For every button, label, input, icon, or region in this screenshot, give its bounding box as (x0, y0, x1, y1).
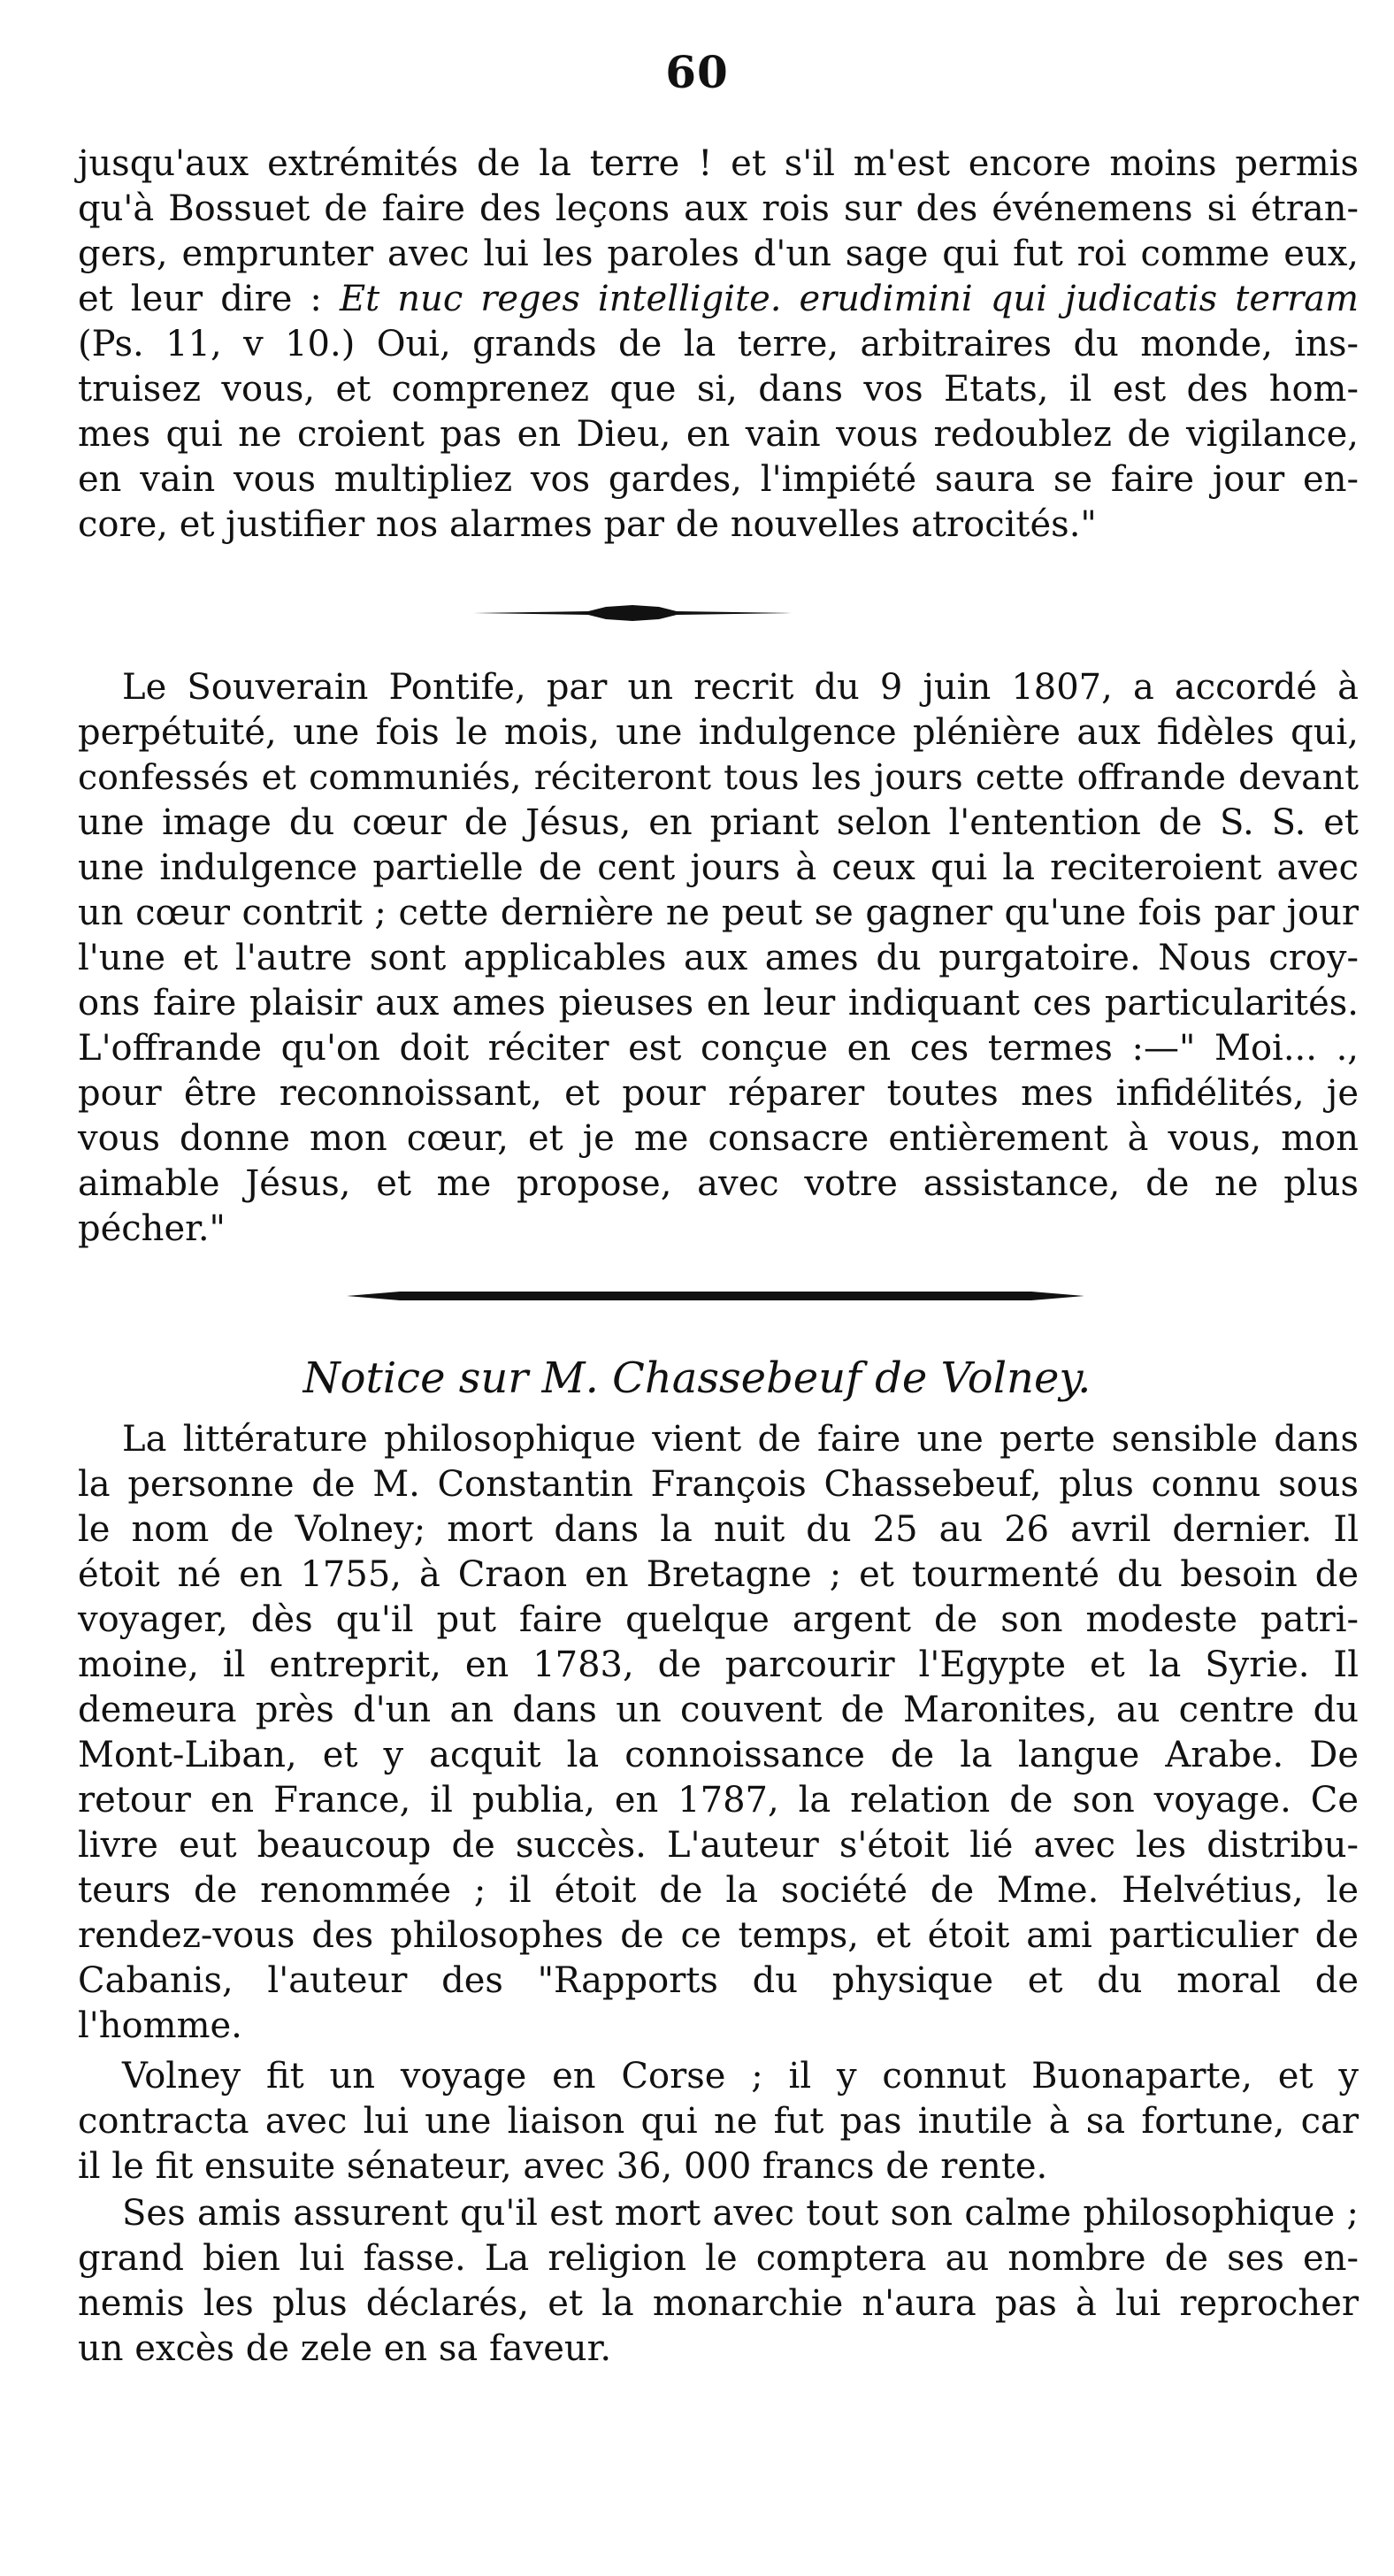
text-line: Le Souverain Pontife, par un recrit du 9 juin 1807, a accordé à (122, 667, 1359, 708)
thick-rule-divider (347, 1286, 1084, 1306)
text-line: un excès de zele en sa faveur. (78, 2328, 612, 2369)
text-line: perpétuité, une fois le mois, une indulgence plénière aux fidèles qui, (78, 712, 1359, 753)
paragraph-death (78, 2191, 1359, 2372)
paragraph-quote-conclusion (78, 142, 1359, 548)
text-line: livre eut beaucoup de succès. L'auteur s'étoit lié avec les distribu- (78, 1825, 1359, 1866)
text-line: (Ps. 11, v 10.) Oui, grands de la terre, arbitraires du monde, ins- (78, 324, 1359, 364)
text-line: confessés et communiés, réciteront tous les jours cette offrande devant (78, 757, 1359, 798)
text-line: qu'à Bossuet de faire des leçons aux rois sur des événemens si étran- (78, 188, 1359, 229)
text-line: pour être reconnoissant, et pour réparer toutes mes infidélités, je (78, 1073, 1359, 1114)
latin-quotation: Et nuc reges intelligite. erudimini qui judicatis terram (339, 279, 1360, 319)
paragraph-corsica (78, 2054, 1359, 2189)
text-line: une image du cœur de Jésus, en priant selon l'entention de S. S. et (78, 802, 1359, 843)
paragraph-indulgence (78, 665, 1359, 1252)
text-line: pécher." (78, 1208, 226, 1249)
text-line: Volney fit un voyage en Corse ; il y connut Buonaparte, et y (122, 2056, 1359, 2097)
text-line: grand bien lui fasse. La religion le comptera au nombre de ses en- (78, 2238, 1359, 2279)
text-line: l'homme. (78, 2005, 242, 2046)
text-line: Ses amis assurent qu'il est mort avec tout son calme philosophique ; (122, 2193, 1359, 2234)
text-line: le nom de Volney; mort dans la nuit du 25 au 26 avril dernier. Il (78, 1509, 1359, 1550)
text-line: Cabanis, l'auteur des "Rapports du physique et du moral de (78, 1960, 1359, 2001)
text-line: en vain vous multipliez vos gardes, l'impiété saura se faire jour en- (78, 459, 1359, 500)
text-line: une indulgence partielle de cent jours à ceux qui la reciteroient avec (78, 847, 1359, 888)
text-line: voyager, dès qu'il put faire quelque argent de son modeste patri- (78, 1599, 1359, 1640)
text-line: Mont-Liban, et y acquit la connoissance de la langue Arabe. De (78, 1735, 1359, 1775)
text-line: vous donne mon cœur, et je me consacre entièrement à vous, mon (78, 1118, 1359, 1159)
text-line: rendez-vous des philosophes de ce temps, et étoit ami particulier de (78, 1915, 1359, 1956)
ornamental-divider (473, 603, 792, 623)
text-line: nemis les plus déclarés, et la monarchie n'aura pas à lui reprocher (78, 2283, 1359, 2324)
text-line (78, 277, 1359, 322)
text-line: truisez vous, et comprenez que si, dans vos Etats, il est des hom- (78, 369, 1359, 410)
text-line: L'offrande qu'on doit réciter est conçue en ces termes :—" Moi... ., (78, 1028, 1359, 1069)
text-line: un cœur contrit ; cette dernière ne peut se gagner qu'une fois par jour (78, 893, 1359, 933)
text-line: La littérature philosophique vient de faire une perte sensible dans (122, 1419, 1359, 1460)
text-line: il le fit ensuite sénateur, avec 36, 000 francs de rente. (78, 2146, 1048, 2187)
text-line: gers, emprunter avec lui les paroles d'un sage qui fut roi comme eux, (78, 234, 1359, 274)
text-line: aimable Jésus, et me propose, avec votre assistance, de ne plus (78, 1163, 1359, 1204)
text-line: demeura près d'un an dans un couvent de Maronites, au centre du (78, 1690, 1359, 1730)
text-line: retour en France, il publia, en 1787, la relation de son voyage. Ce (78, 1780, 1359, 1821)
text-line: l'une et l'autre sont applicables aux ames du purgatoire. Nous croy- (78, 938, 1359, 978)
text-run: et leur dire : (78, 279, 340, 319)
text-line: ons faire plaisir aux ames pieuses en leur indiquant ces particularités. (78, 983, 1359, 1024)
section-heading: Notice sur M. Chassebeuf de Volney. (303, 1353, 1091, 1403)
text-line: mes qui ne croient pas en Dieu, en vain vous redoublez de vigilance, (78, 414, 1359, 455)
text-line: étoit né en 1755, à Craon en Bretagne ; et tourmenté du besoin de (78, 1554, 1359, 1595)
text-line: moine, il entreprit, en 1783, de parcourir l'Egypte et la Syrie. Il (78, 1644, 1359, 1685)
text-line: contracta avec lui une liaison qui ne fut pas inutile à sa fortune, car (78, 2101, 1359, 2142)
text-line: la personne de M. Constantin François Chassebeuf, plus connu sous (78, 1464, 1359, 1505)
text-line: teurs de renommée ; il étoit de la société de Mme. Helvétius, le (78, 1870, 1359, 1911)
text-line: jusqu'aux extrémités de la terre ! et s'il m'est encore moins permis (78, 143, 1359, 184)
paragraph-volney-notice (78, 1417, 1359, 2049)
page-number: 60 (665, 46, 729, 98)
text-line: core, et justifier nos alarmes par de nouvelles atrocités." (78, 504, 1097, 545)
